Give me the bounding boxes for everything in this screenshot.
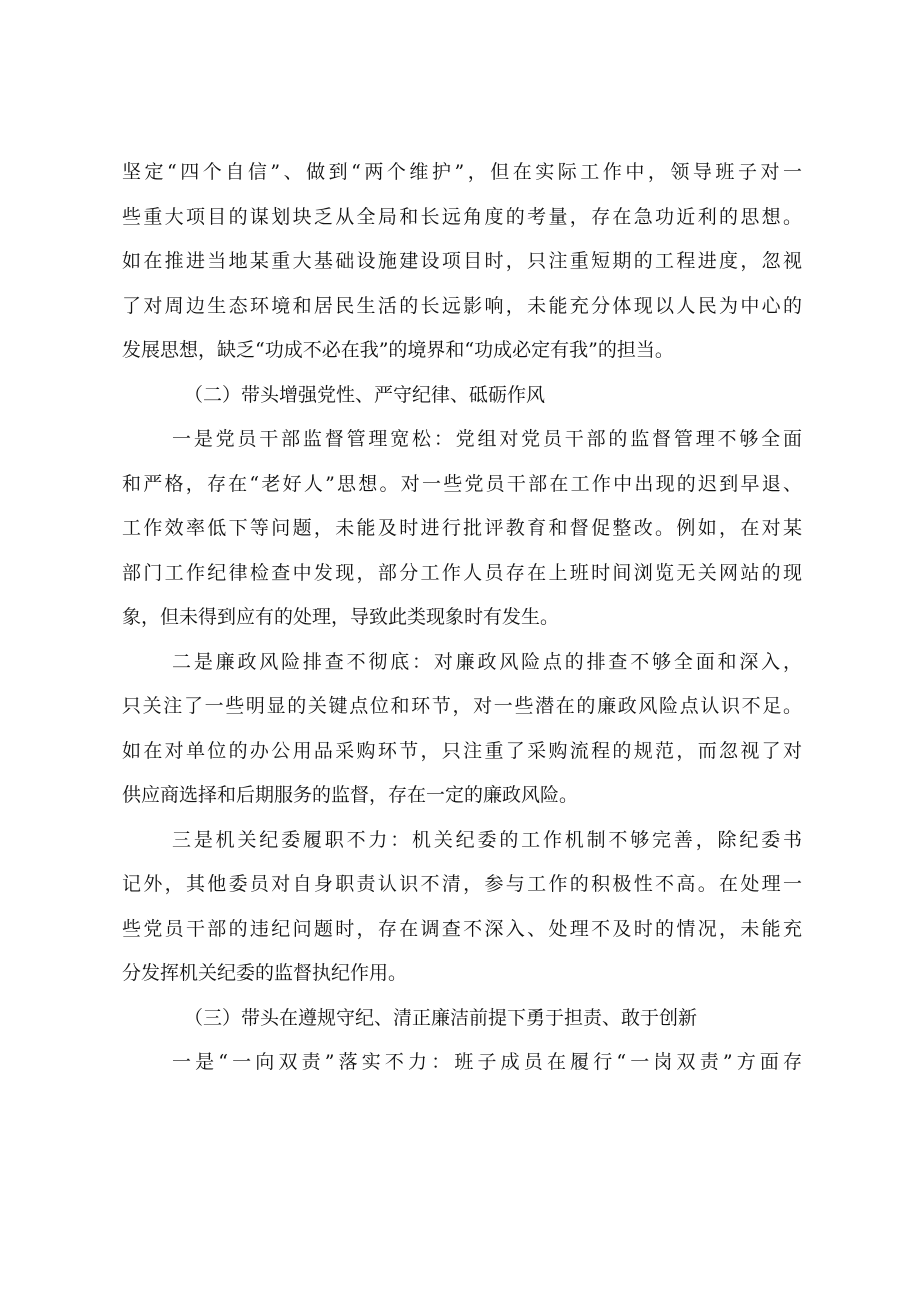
paragraph-line: 一是党员干部监督管理宽松：党组对党员干部的监督管理不够全面: [172, 428, 802, 450]
paragraph-line: 了对周边生态环境和居民生活的长远影响，未能充分体现以人民为中心的: [122, 294, 802, 317]
section-heading-3: （三）带头在遵规守纪、清正廉洁前提下勇于担责、敢于创新: [184, 1006, 698, 1029]
paragraph-dual-responsibility: [122, 1040, 802, 1085]
paragraph-line: 工作效率低下等问题，未能及时进行批评教育和督促整改。例如，在对某: [122, 517, 802, 539]
paragraph-line: 记外，其他委员对自身职责认识不清，参与工作的积极性不高。在处理一: [122, 873, 802, 895]
paragraph-line: 分发挥机关纪委的监督执纪作用。: [122, 962, 408, 984]
paragraph-line: 如在推进当地某重大基础设施建设项目时，只注重短期的工程进度，忽视: [122, 250, 802, 272]
paragraph-line: 二是廉政风险排查不彻底：对廉政风险点的排查不够全面和深入，: [172, 650, 802, 673]
paragraph-political-stance: [122, 150, 802, 373]
paragraph-line: 供应商选择和后期服务的监督，存在一定的廉政风险。: [122, 784, 579, 806]
paragraph-discipline-committee: [122, 818, 802, 996]
paragraph-line: 如在对单位的办公用品采购环节，只注重了采购流程的规范，而忽视了对: [122, 739, 802, 762]
paragraph-line: 部门工作纪律检查中发现，部分工作人员存在上班时间浏览无关网站的现: [122, 561, 802, 584]
paragraph-line: 发展思想，缺乏“功成不必在我”的境界和“功成必定有我”的担当。: [122, 339, 674, 361]
paragraph-line: 三是机关纪委履职不力：机关纪委的工作机制不够完善，除纪委书: [172, 828, 802, 851]
paragraph-integrity-risk: [122, 640, 802, 818]
paragraph-line: 只关注了一些明显的关键点位和环节，对一些潜在的廉政风险点认识不足。: [122, 695, 802, 717]
paragraph-line: 些党员干部的违纪问题时，存在调查不深入、处理不及时的情况，未能充: [122, 917, 802, 940]
section-heading-2: （二）带头增强党性、严守纪律、砥砺作风: [184, 383, 546, 406]
paragraph-line: 象，但未得到应有的处理，导致此类现象时有发生。: [122, 606, 560, 628]
paragraph-line: 坚定“四个自信”、做到“两个维护”，但在实际工作中，领导班子对一: [122, 161, 802, 183]
document-body: [122, 150, 802, 1085]
paragraph-line: 些重大项目的谋划块乏从全局和长远角度的考量，存在急功近利的思想。: [122, 205, 802, 228]
paragraph-supervision: [122, 417, 802, 640]
paragraph-line: 和严格，存在“老好人”思想。对一些党员干部在工作中出现的迟到早退、: [122, 472, 802, 495]
paragraph-line: 一是“一向双责”落实不力：班子成员在履行“一岗双责”方面存: [172, 1051, 802, 1073]
